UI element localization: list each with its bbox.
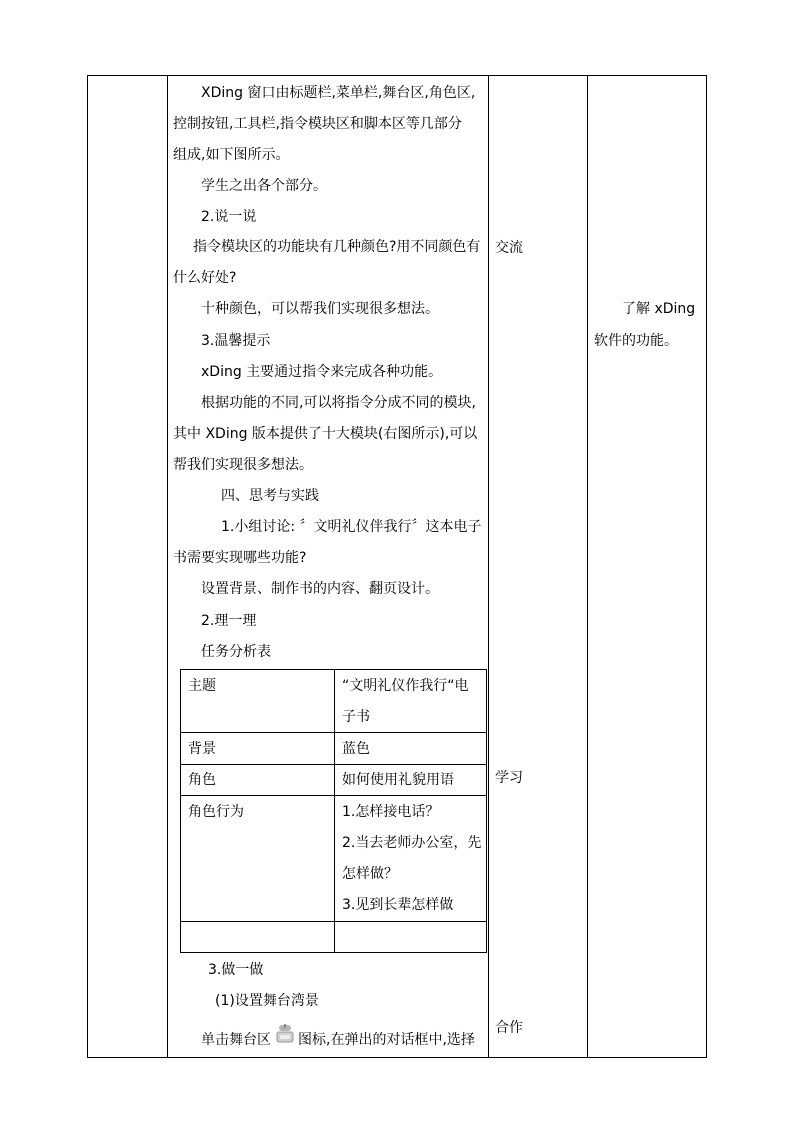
table-caption: 任务分析表 bbox=[201, 644, 271, 660]
text-line: 1.小组讨论: 〞文明礼仪伴我行〞这本电子 bbox=[221, 519, 482, 535]
text-line: 控制按钮,工具栏,指令模块区和脚本区等几部分 bbox=[173, 116, 462, 132]
text-line: 单击舞台区 bbox=[201, 1032, 271, 1048]
table-cell-label: 背景 bbox=[188, 741, 216, 757]
table-cell-label: 角色 bbox=[188, 772, 216, 788]
text-line: 什么好处? bbox=[173, 270, 237, 286]
inner-table-line bbox=[180, 669, 181, 953]
table-top-border bbox=[87, 75, 707, 76]
table-right-border bbox=[706, 75, 707, 1058]
text-line: 书需要实现哪些功能? bbox=[173, 550, 307, 566]
text-line: XDing 窗口由标题栏,菜单栏,舞台区,角色区, bbox=[201, 85, 476, 101]
section-heading: 四、思考与实践 bbox=[221, 488, 319, 504]
table-bottom-border bbox=[87, 1057, 707, 1058]
col-divider-2 bbox=[488, 75, 489, 1058]
table-cell-value: 如何使用礼貌用语 bbox=[342, 772, 454, 788]
text-line: 2.理一理 bbox=[201, 613, 257, 629]
table-cell-value: 2.当去老师办公室，先 bbox=[342, 835, 482, 851]
inner-table-line bbox=[334, 669, 335, 953]
table-cell-value: 怎样做？ bbox=[342, 866, 398, 882]
text-line: 设置背景、制作书的内容、翻页设计。 bbox=[201, 581, 439, 597]
inner-table-line bbox=[486, 669, 487, 953]
stage-icon bbox=[276, 1024, 294, 1044]
text-line: 十种颜色，可以帮我们实现很多想法。 bbox=[201, 301, 439, 317]
activity-label: 学习 bbox=[495, 770, 523, 786]
table-cell-value: 子书 bbox=[342, 709, 370, 725]
text-line: 组成,如下图所示。 bbox=[173, 147, 290, 163]
goal-text: 软件的功能。 bbox=[594, 333, 678, 349]
text-line: 指令模块区的功能块有几种颜色?用不同颜色有 bbox=[193, 239, 481, 255]
text-line: 3.温馨提示 bbox=[201, 333, 271, 349]
activity-label: 交流 bbox=[495, 240, 523, 256]
text-line: 其中 XDing 版本提供了十大模块(右图所示),可以 bbox=[173, 426, 478, 442]
table-cell-value: 蓝色 bbox=[342, 741, 370, 757]
text-line: xDing 主要通过指令来完成各种功能。 bbox=[201, 364, 443, 380]
text-line: 帮我们实现很多想法。 bbox=[173, 457, 313, 473]
col-divider-1 bbox=[167, 75, 168, 1058]
text-line: 图标,在弹出的对话框中,选择 bbox=[298, 1032, 475, 1048]
col-divider-3 bbox=[587, 75, 588, 1058]
table-cell-value: 1.怎样接电话？ bbox=[342, 804, 440, 820]
text-line: 根据功能的不同,可以将指令分成不同的模块, bbox=[201, 395, 476, 411]
table-left-border bbox=[87, 75, 88, 1058]
table-cell-label: 主题 bbox=[188, 678, 216, 694]
table-cell-value: 3.见到长辈怎样做 bbox=[342, 897, 454, 913]
text-line: (1)设置舞台湾景 bbox=[215, 993, 319, 1009]
activity-label: 合作 bbox=[495, 1020, 523, 1036]
table-cell-label: 角色行为 bbox=[188, 804, 244, 820]
goal-text: 了解 xDing bbox=[622, 301, 696, 317]
text-line: 2.说一说 bbox=[201, 209, 257, 225]
text-line: 学生之出各个部分。 bbox=[201, 178, 327, 194]
table-cell-value: “文明礼仪作我行“电 bbox=[342, 678, 469, 694]
text-line: 3.做一做 bbox=[208, 962, 264, 978]
